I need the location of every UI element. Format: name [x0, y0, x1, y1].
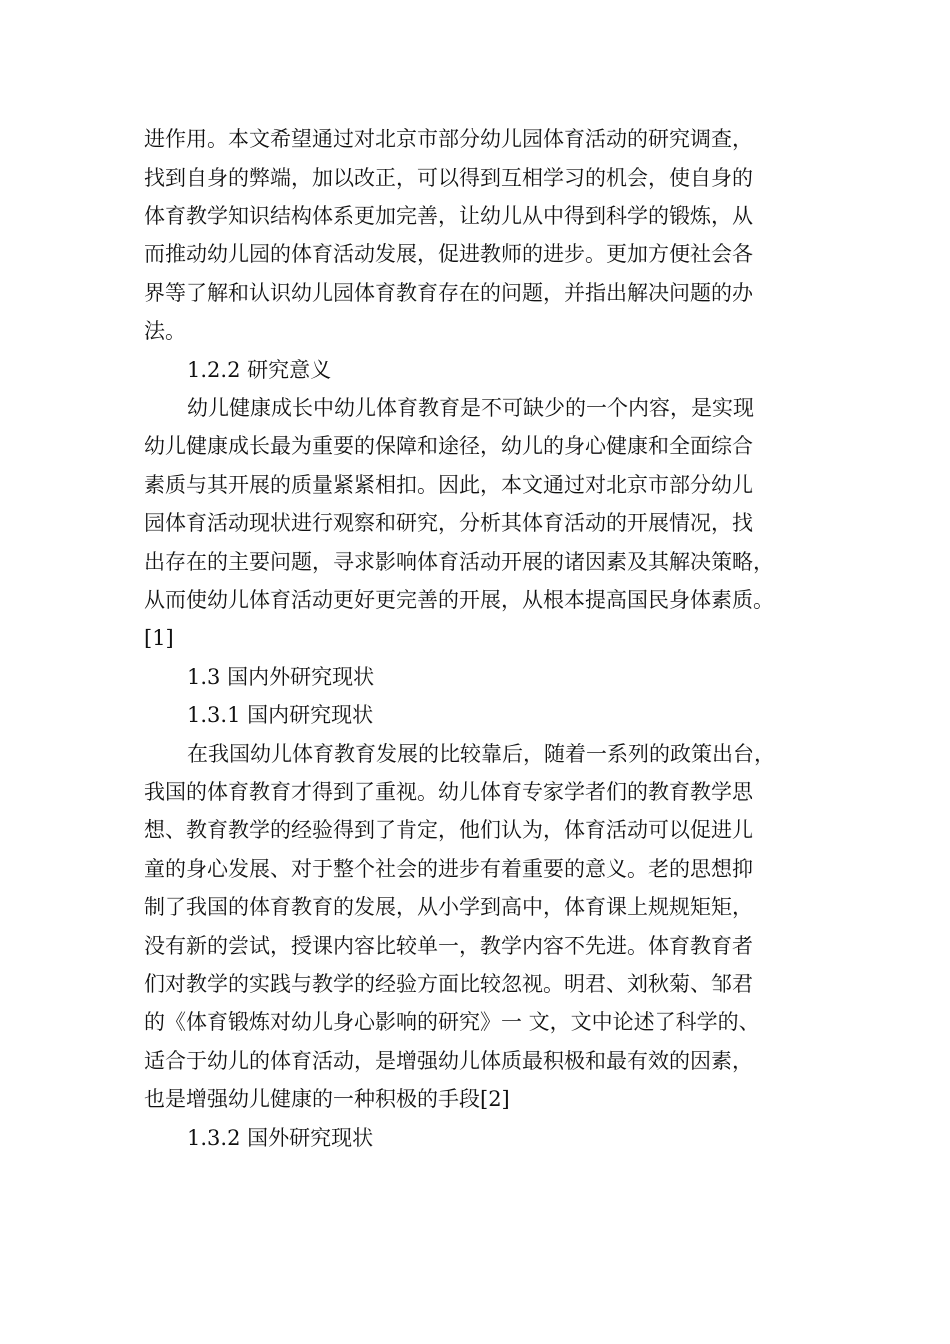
section-heading-1-3-1: 1.3.1 国内研究现状: [187, 703, 374, 727]
paragraph-line: 而推动幼儿园的体育活动发展，促进教师的进步。更加方便社会各: [144, 242, 753, 266]
citation-marker: [1]: [144, 626, 174, 650]
paragraph-line: 没有新的尝试，授课内容比较单一，教学内容不先进。体育教育者: [144, 934, 753, 958]
paragraph-line: 法。: [144, 319, 186, 343]
paragraph-line: 们对教学的实践与教学的经验方面比较忽视。明君、刘秋菊、邹君: [144, 972, 753, 996]
paragraph-line: 幼儿健康成长最为重要的保障和途径，幼儿的身心健康和全面综合: [144, 434, 753, 458]
section-heading-1-2-2: 1.2.2 研究意义: [187, 358, 332, 382]
section-heading-1-3-2: 1.3.2 国外研究现状: [187, 1126, 374, 1150]
paragraph-line: 园体育活动现状进行观察和研究，分析其体育活动的开展情况，找: [144, 511, 753, 535]
paragraph-line: 制了我国的体育教育的发展，从小学到高中，体育课上规规矩矩，: [144, 895, 753, 919]
paragraph-line: 适合于幼儿的体育活动，是增强幼儿体质最积极和最有效的因素，: [144, 1049, 753, 1073]
paragraph-line: 想、教育教学的经验得到了肯定，他们认为，体育活动可以促进儿: [144, 818, 753, 842]
paragraph-line: 幼儿健康成长中幼儿体育教育是不可缺少的一个内容，是实现: [187, 396, 754, 420]
paragraph-line: 的《体育锻炼对幼儿身心影响的研究》一 文，文中论述了科学的、: [144, 1010, 760, 1034]
paragraph-line: 我国的体育教育才得到了重视。幼儿体育专家学者们的教育教学思: [144, 780, 753, 804]
paragraph-line: 在我国幼儿体育教育发展的比较靠后，随着一系列的政策出台，: [187, 742, 775, 766]
paragraph-line: 界等了解和认识幼儿园体育教育存在的问题，并指出解决问题的办: [144, 281, 753, 305]
paragraph-line: 找到自身的弊端，加以改正，可以得到互相学习的机会，使自身的: [144, 166, 753, 190]
paragraph-line: 从而使幼儿体育活动更好更完善的开展，从根本提高国民身体素质。: [144, 588, 774, 612]
paragraph-line: 童的身心发展、对于整个社会的进步有着重要的意义。老的思想抑: [144, 857, 753, 881]
paragraph-line: 也是增强幼儿健康的一种积极的手段[2]: [144, 1087, 510, 1111]
paragraph-line: 素质与其开展的质量紧紧相扣。因此，本文通过对北京市部分幼儿: [144, 473, 753, 497]
paragraph-line: 出存在的主要问题，寻求影响体育活动开展的诸因素及其解决策略，: [144, 550, 774, 574]
paragraph-line: 进作用。本文希望通过对北京市部分幼儿园体育活动的研究调查，: [144, 127, 753, 151]
paragraph-line: 体育教学知识结构体系更加完善，让幼儿从中得到科学的锻炼，从: [144, 204, 753, 228]
section-heading-1-3: 1.3 国内外研究现状: [187, 665, 375, 689]
